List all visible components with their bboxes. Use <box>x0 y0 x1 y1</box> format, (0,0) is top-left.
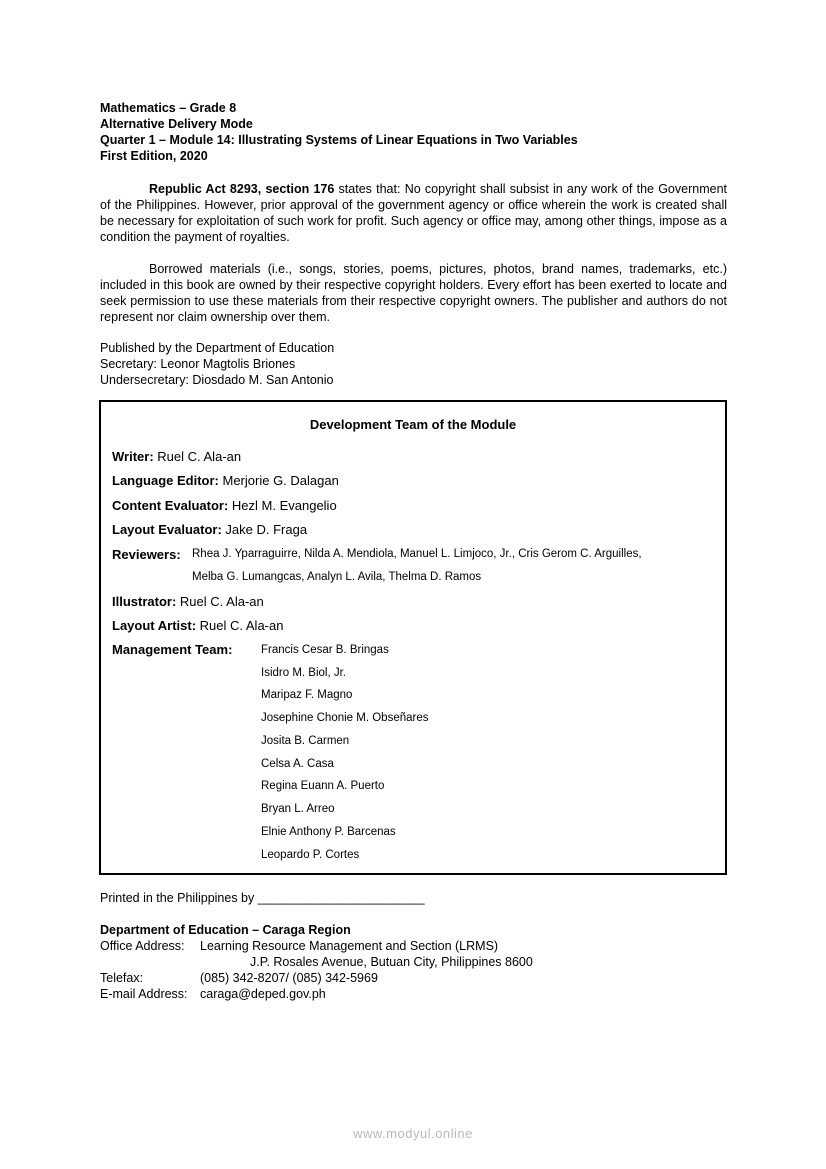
development-team-box <box>99 400 727 875</box>
reviewers-line2: Melba G. Lumangcas, Analyn L. Avila, Thelma D. Ramos <box>192 571 482 583</box>
management-member: Francis Cesar B. Bringas <box>261 644 389 656</box>
subject-grade: Mathematics – Grade 8 <box>100 101 237 115</box>
borrowed-materials-paragraph <box>100 261 727 325</box>
edition: First Edition, 2020 <box>100 149 208 163</box>
copyright-text: states that: No copyright shall subsist in any work of the Government of the Philippines. However, prior approval of the government agency or office wherein the work is created shall be necessary for exploitation of such work for profit. Such agency or office may, among other things, impose as a condition the payment of royalties. <box>100 182 727 244</box>
email-address: caraga@deped.gov.ph <box>200 987 326 1001</box>
management-member: Josephine Chonie M. Obseñares <box>261 712 429 724</box>
management-member: Maripaz F. Magno <box>261 689 353 701</box>
office-address-row-2: J.P. Rosales Avenue, Butuan City, Philippines 8600 <box>250 955 533 969</box>
layout-evaluator-row: Layout Evaluator: Jake D. Fraga <box>112 522 308 537</box>
office-address-row: Office Address: Learning Resource Management and Section (LRMS) <box>100 939 499 953</box>
printed-line: Printed in the Philippines by ________________________ <box>100 891 425 905</box>
published-by: Published by the Department of Education <box>100 341 335 355</box>
module-title: Quarter 1 – Module 14: Illustrating Systems of Linear Equations in Two Variables <box>100 133 578 147</box>
content-evaluator-row: Content Evaluator: Hezl M. Evangelio <box>112 498 337 513</box>
layout-artist-row: Layout Artist: Ruel C. Ala-an <box>112 618 284 633</box>
email-row: E-mail Address: caraga@deped.gov.ph <box>100 987 326 1001</box>
republic-act-ref: Republic Act 8293, section 176 <box>149 182 335 196</box>
delivery-mode: Alternative Delivery Mode <box>100 117 253 131</box>
management-member: Isidro M. Biol, Jr. <box>261 667 346 679</box>
language-editor-row: Language Editor: Merjorie G. Dalagan <box>112 473 339 488</box>
publisher-info <box>100 340 334 388</box>
undersecretary: Undersecretary: Diosdado M. San Antonio <box>100 373 334 387</box>
borrowed-text: Borrowed materials (i.e., songs, stories, poems, pictures, photos, brand names, trademarks, etc.) included in this book are owned by their respective copyright holders. Every effort has been exerted to locate and seek permission to use these materials from their respective copyright owners. The publisher and authors do not represent nor claim ownership over them. <box>100 262 727 324</box>
management-member: Leopardo P. Cortes <box>261 849 360 861</box>
management-label: Management Team: <box>112 642 233 657</box>
copyright-paragraph <box>100 181 727 245</box>
management-member: Josita B. Carmen <box>261 735 350 747</box>
management-member: Elnie Anthony P. Barcenas <box>261 826 396 838</box>
writer-row: Writer: Ruel C. Ala-an <box>112 449 242 464</box>
watermark: www.modyul.online <box>353 1126 473 1141</box>
team-title: Development Team of the Module <box>309 417 517 432</box>
telefax-row: Telefax: (085) 342-8207/ (085) 342-5969 <box>100 971 378 985</box>
management-member: Celsa A. Casa <box>261 758 334 770</box>
secretary: Secretary: Leonor Magtolis Briones <box>100 357 296 371</box>
illustrator-row: Illustrator: Ruel C. Ala-an <box>112 594 264 609</box>
deped-region: Department of Education – Caraga Region <box>100 923 351 937</box>
reviewers-row: Reviewers: <box>112 547 181 562</box>
management-member: Bryan L. Arreo <box>261 803 335 815</box>
module-header <box>100 100 578 164</box>
contact-block <box>100 922 533 1002</box>
management-member: Regina Euann A. Puerto <box>261 780 385 792</box>
reviewers-line1: Rhea J. Yparraguirre, Nilda A. Mendiola, Manuel L. Limjoco, Jr., Cris Gerom C. Arguilles, <box>192 548 642 560</box>
